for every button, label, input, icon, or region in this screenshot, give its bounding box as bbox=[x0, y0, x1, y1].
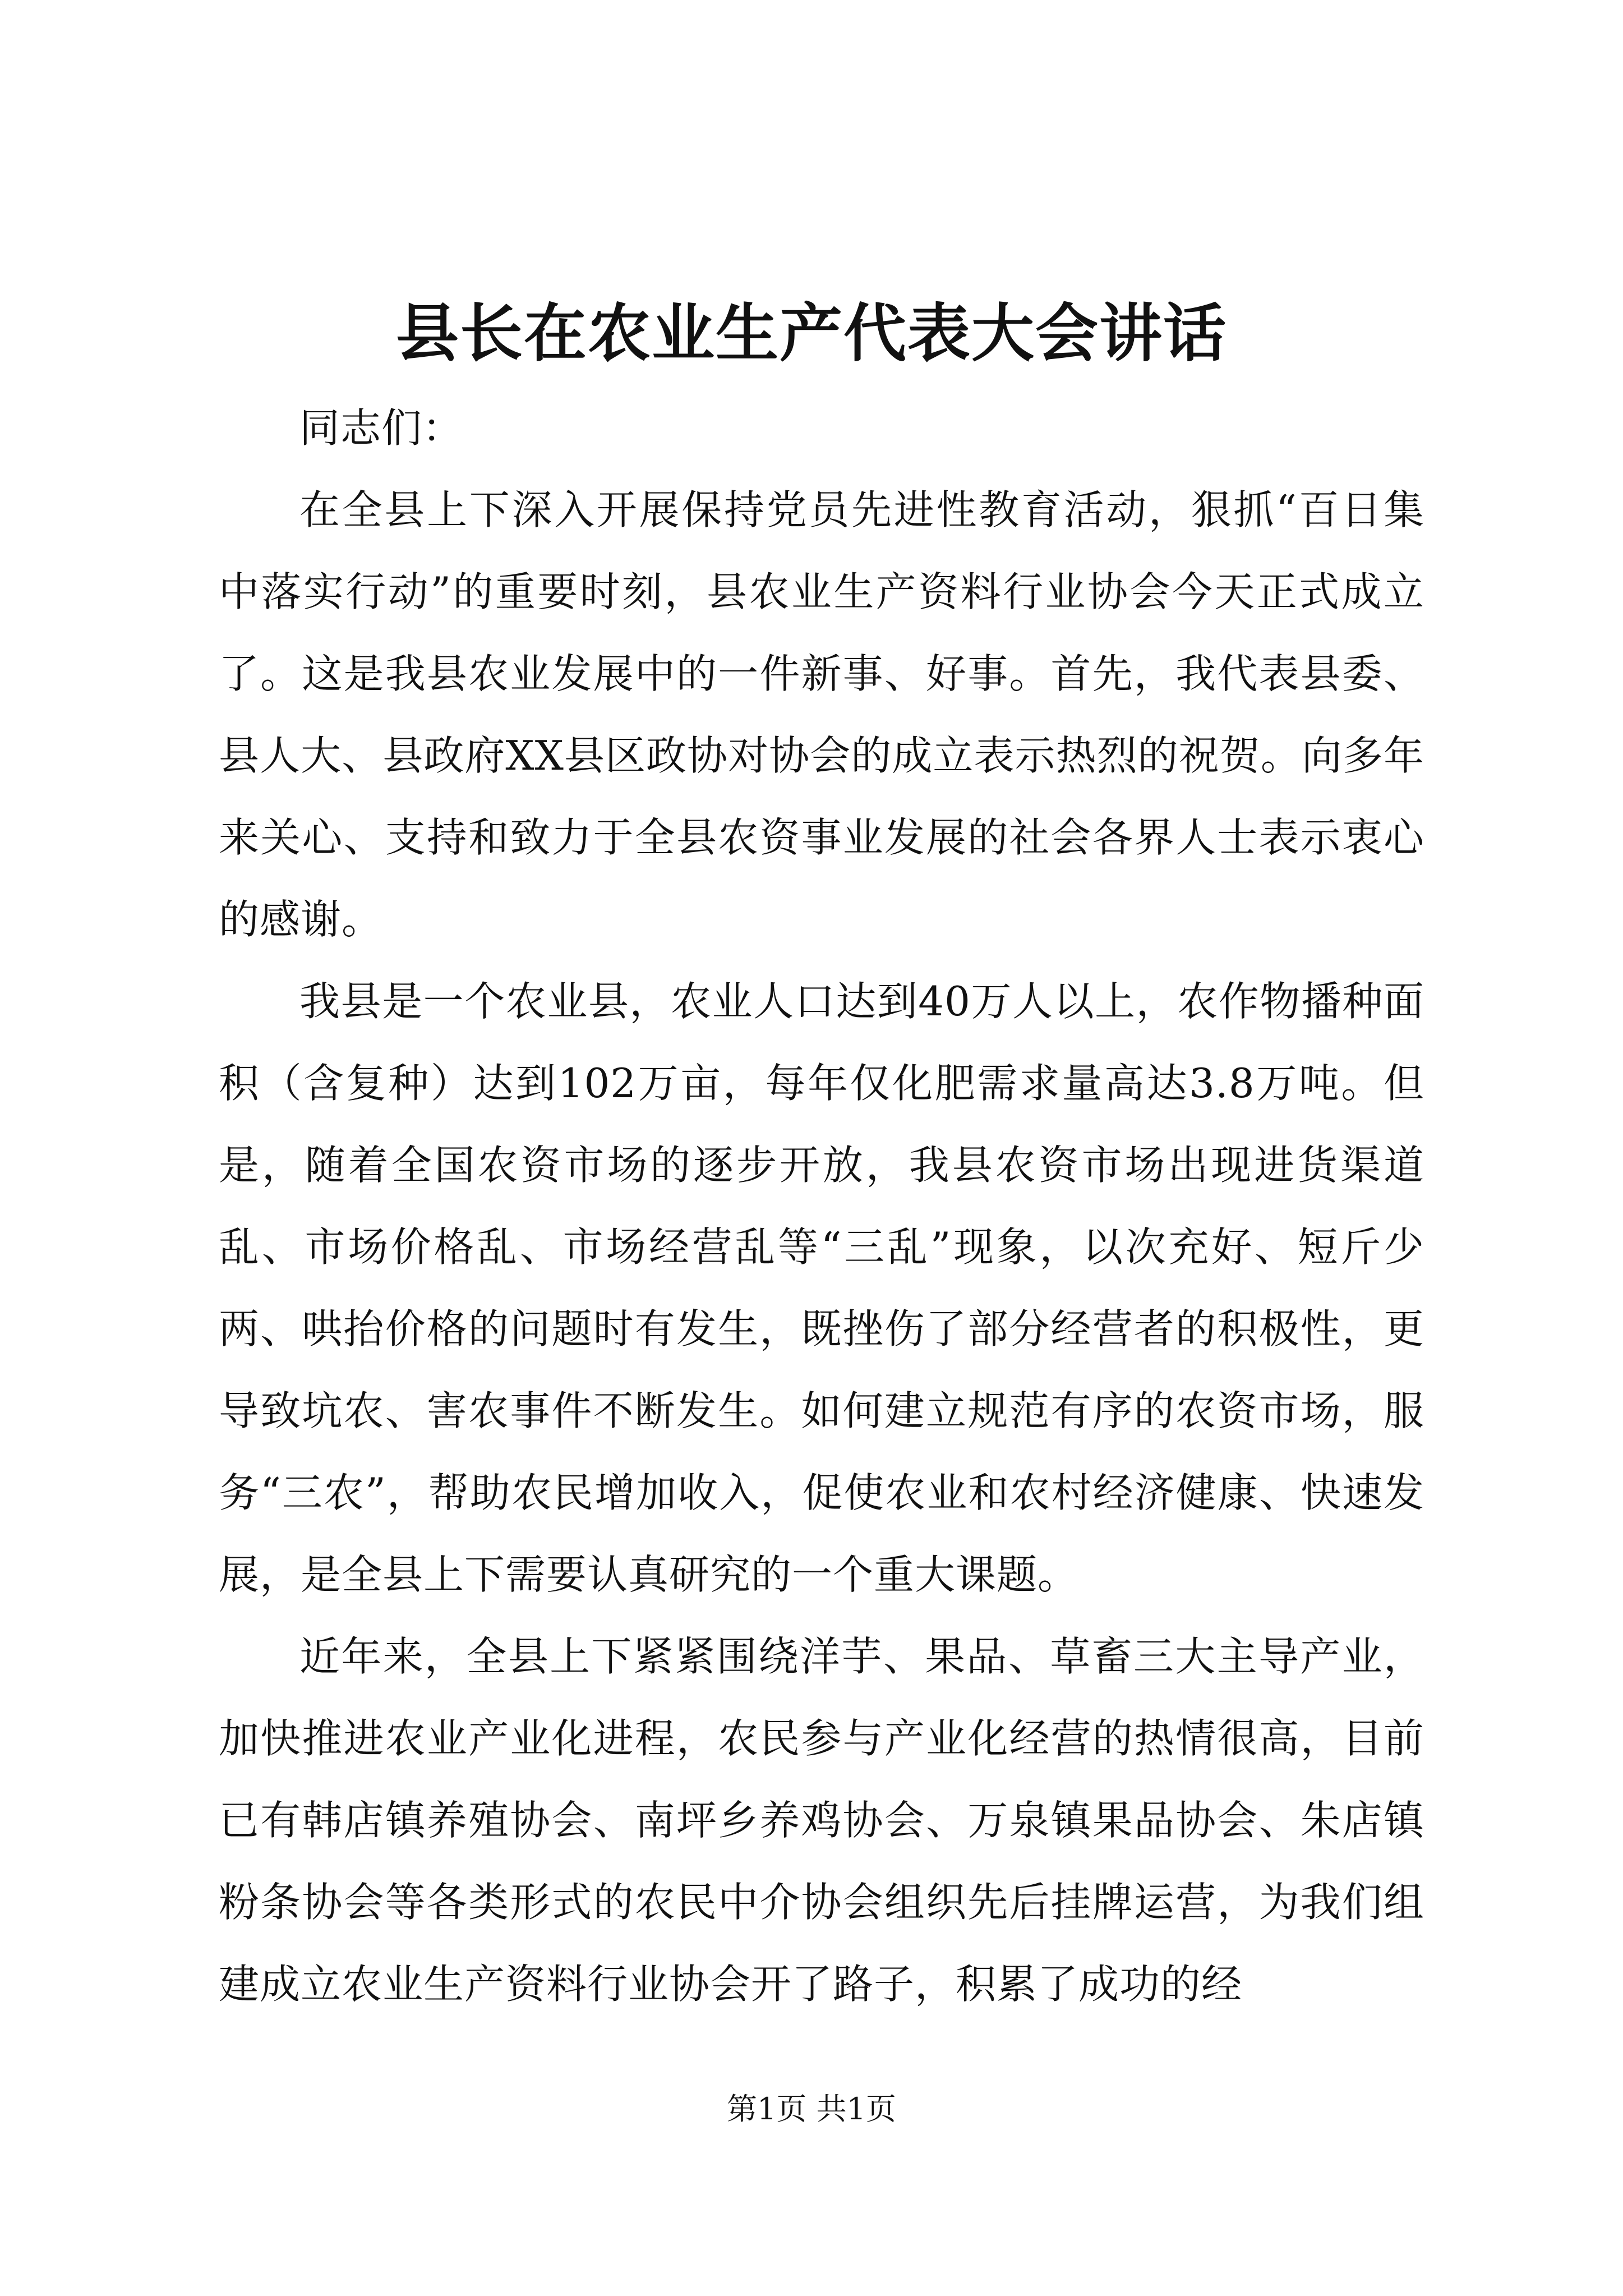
document-title: 县长在农业生产代表大会讲话 bbox=[396, 297, 1227, 370]
body-paragraph-2: 我县是一个农业县，农业人口达到40万人以上，农作物播种面积（含复种）达到102万亩，每年仅化肥需求量高达3.8万吨。但是，随着全国农资市场的逐步开放，我县农资市场出现进货渠道乱、市场价格乱、市场经营乱等“三乱”现象，以次充好、短斤少两、哄抬价格的问题时有发生，既挫伤了部分经营者的积极性，更导致坑农、害农事件不断发生。如何建立规范有序的农资市场，服务“三农”，帮助农民增加收入，促使农业和农村经济健康、快速发展，是全县上下需要认真研究的一个重大课题。 bbox=[219, 978, 1424, 1598]
body-paragraph-3: 近年来，全县上下紧紧围绕洋芋、果品、草畜三大主导产业，加快推进农业产业化进程，农民参与产业化经营的热情很高，目前已有韩店镇养殖协会、南坪乡养鸡协会、万泉镇果品协会、朱店镇粉条协会等各类形式的农民中介协会组织先后挂牌运营，为我们组建成立农业生产资料行业协会开了路子，积累了成功的经 bbox=[219, 1633, 1424, 2008]
salutation-paragraph: 同志们： bbox=[299, 404, 464, 452]
body-paragraph-1: 在全县上下深入开展保持党员先进性教育活动，狠抓“百日集中落实行动”的重要时刻，县农业生产资料行业协会今天正式成立了。这是我县农业发展中的一件新事、好事。首先，我代表县委、县人大、县政府XX县区政协对协会的成立表示热烈的祝贺。向多年来关心、支持和致力于全县农资事业发展的社会各界人士表示衷心的感谢。 bbox=[219, 486, 1424, 943]
page-footer: 第1页 共1页 bbox=[727, 2091, 896, 2127]
document-body bbox=[219, 387, 1424, 2025]
